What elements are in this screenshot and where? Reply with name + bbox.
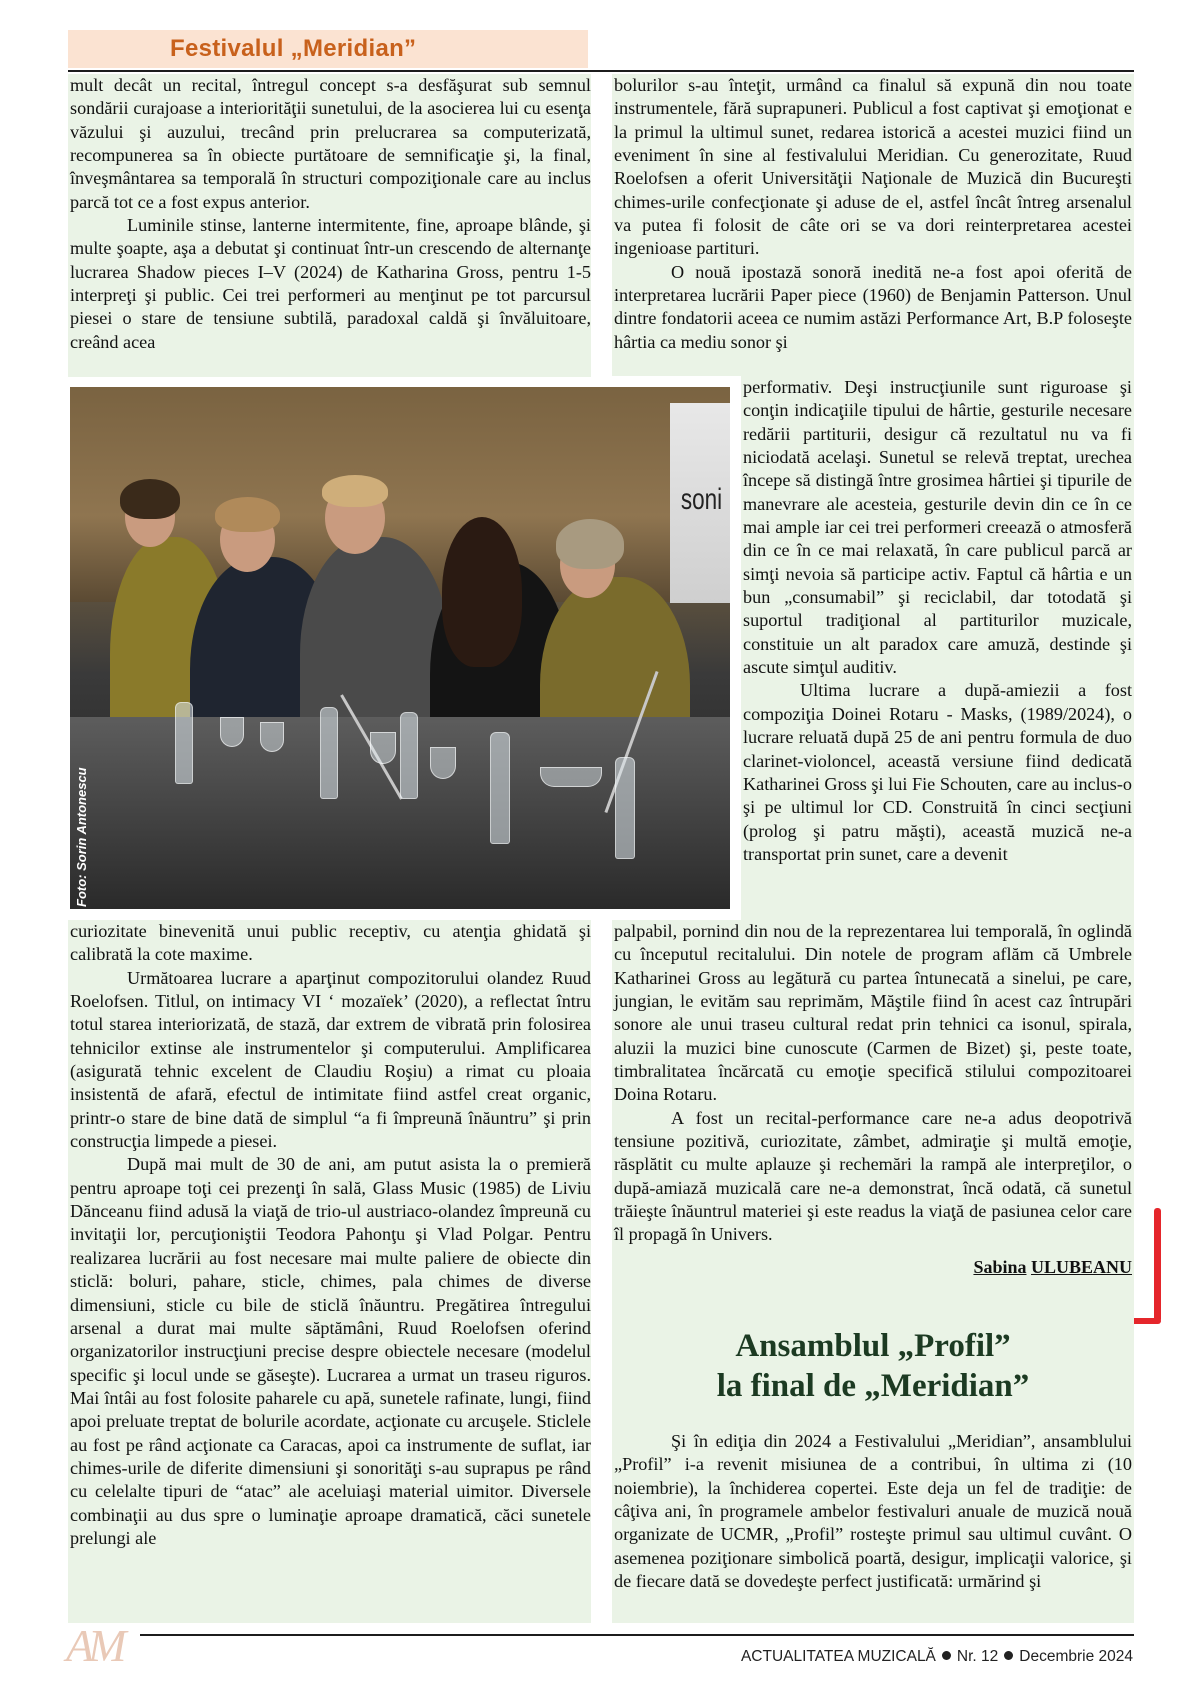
article2-title [614,1326,1132,1406]
photo-credit: Foto: Sorin Antonescu [74,767,89,907]
paragraph: performativ. Deşi instrucţiunile sunt riguroase şi conţin indicaţiile tipului de hârtie, gesturile necesare redării partiturii, desigur că rezultatul nu va fi niciodată acelaşi. Sunetul se relevă treptat, urechea începe să distingă între grosimea hârtiei şi tipurile de manevrare ale acesteia, gesturile devin din ce în ce mai ample iar cei trei performeri creează o atmosferă din ce în ce mai relaxată, în care publicul parcă ar simţi nevoia să participe activ. Faptul că hârtia e un bun „consumabil” şi reciclabil, dar totodată şi suportul tradiţional al partiturilor muzicale, constituie un alt paradox care amuză, destinde şi ascute simţul auditiv. [743,377,1132,678]
paragraph: O nouă ipostază sonoră inedită ne-a fost apoi oferită de interpretarea lucrării Paper piece (1960) de Benjamin Patterson. Unul dintre fondatorii aceea ce numim astăzi Performance Art, B.P foloseşte hârtia ca mediu sonor şi [614,261,1132,352]
bullet-icon [1004,1651,1013,1660]
paragraph: Următoarea lucrare a aparţinut compozitorului olandez Ruud Roelofsen. Titlul, on intimacy VI ‘ mozaïek’ (2020), a reflectat întru totul starea interiorizată, de stază, dar extrem de vibrată prin folosirea tehnicilor extinse ale instrumentelor şi computerului. Amplificarea (asigurată tehnic excelent de Claudiu Roşiu) a rimat cu ploaia insistentă de afară, efectul de intimitate fiind astfel creat organic, printr-o stare de bine dată de simplul “a fi împreună înăuntru” şi prin construcţia limpede a piesei. [70,967,591,1152]
paragraph: Ultima lucrare a după-amiezii a fost compoziţia Doinei Rotaru - Masks, (1989/2024), o lucrare reluată după 25 de ani pentru formula de duo clarinet-violoncel, această versiune fiind dedicată Katharinei Gross şi lui Fie Schouten, care au inclus-o şi pe ultimul lor CD. Construită în cinci secţiuni (prolog şi patru măşti), această muzică ne-a transportat prin sunet, care a devenit [743,680,1132,864]
paragraph: Luminile stinse, lanterne intermitente, fine, aproape blânde, şi multe şoapte, aşa a debutat şi continuat într-un crescendo de alternanţe lucrarea Shadow pieces I–V (2024) de Katharina Gross, pentru 1-5 interpreţi şi public. Cei trei performeri au menţinut pe tot parcursul piesei o stare de tensiune subtilă, paradoxal caldă şi învăluitoare, creând acea [70,215,591,352]
author-signature [614,1256,1132,1279]
publication-name: ACTUALITATEA MUZICALĂ [740,1648,936,1665]
author-first-name: Sabina [973,1256,1027,1277]
paragraph: curiozitate binevenită unui public receptiv, cu atenţia ghidată şi calibrată la cote maxime. [70,921,591,965]
red-annotation-mark [1154,1208,1161,1322]
article-column-left-top [68,74,591,377]
header-divider [68,70,1134,72]
footer-publication-info [741,1648,1133,1666]
section-header [68,30,588,68]
paragraph: După mai mult de 30 de ani, am putut asista la o premieră pentru aproape toţi cei prezenţi în sală, Glass Music (1985) de Liviu Dănceanu fiind adusă la viaţă de trio-ul austriaco-olandez împreună cu invitaţii lor, percuţioniştii Teodora Pahonţu şi Vlad Polgar. Pentru realizarea lucrării au fost necesare mai multe paliere de obiecte din sticlă: boluri, pahare, sticle, chimes, pala chimes de diverse dimensiuni, sticle cu bile de sticlă înăuntru. Pregătirea întregului arsenal a durat mai multe săptămâni, Ruud Roelofsen oferind organizatorilor instrucţiuni precise despre obiectele necesare (modelul specific şi locul unde se găseşte). Lucrarea a urmat un traseu riguros. Mai întâi au fost folosite paharele cu apă, sunetele rafinate, lungi, fiind apoi preluate treptat de bolurile acordate, acţionate cu arcuşele. Sticlele au fost pe rând acţionate ca Caracas, apoi ca instrumente de suflat, iar chimes-urile de diferite dimensiuni şi sonorităţi s-au suprapus pe rând cu celelalte tipuri de “atac” ale aceluiaşi material uimitor. Diversele combinaţii au dus spre o luminaţie aproape dramatică, căci sunetele prelungi ale [70,1154,591,1548]
paragraph: palpabil, pornind din nou de la reprezentarea lui temporală, în oglindă cu începutul recitalului. Din notele de program aflăm că Umbrele Katharinei Gross au legătură cu partea întunecată a sinelui, pe care, jungian, le evităm sau reprimăm, Măştile fiind în acest caz întrupări sonore ale unui traseu cultural redat prin tehnici ca isonul, spirala, aluzii la muzici bine cunoscute (Carmen de Bizet) şi, peste toate, timbralitatea încărcată cu emoţie specifică stilului compozitoarei Doina Rotaru. [614,921,1132,1105]
article-column-right-middle [741,376,1134,920]
banner-text: soni [680,483,723,516]
author-last-name: ULUBEANU [1030,1256,1132,1277]
article-column-right-bottom [612,920,1134,1304]
section-title: Festivalul „Meridian” [170,35,417,62]
paragraph: mult decât un recital, întregul concept s-a desfăşurat sub semnul sondării curajoase a interiorităţii sunetului, de la asocierea lui cu esenţa văzului şi auzului, trecând prin prelucrarea sa computerizată, recompunerea sa în obiecte purtătoare de semnificaţie şi, la final, înveşmântarea sa temporală în structuri compoziţionale care au inclus parcă tot ce a fost expus anterior. [70,75,591,212]
paragraph: bolurilor s-au înteţit, urmând ca finalul să expună din nou toate instrumentele, fără suprapuneri. Publicul a fost captivat şi emoţionat e la primul la ultimul sunet, redarea istorică a acestei muzici fiind un eveniment în sine al festivalului Meridian. Cu generozitate, Ruud Roelofsen a oferit Universităţii Naţionale de Muzică din Bucureşti chimes-urile confecţionate şi aduse de el, astfel încât întreg arsenalul va putea fi folosit de câte ori se va dori reinterpretarea acestei ingenioase partituri. [614,75,1132,259]
issue-date: Decembrie 2024 [1019,1648,1133,1665]
article2-title-line1: Ansamblul „Profil” [735,1328,1011,1364]
footer-divider [140,1634,1134,1636]
magazine-logo: AM [66,1620,121,1671]
paragraph: A fost un recital-performance care ne-a adus deopotrivă tensiune pozitivă, curiozitate, zâmbet, admiraţie şi multă emoţie, răsplătit cu multe aplauze şi rechemări la rampă ale interpreţilor, o după-amiază muzicală care ne-a demonstrat, încă odată, că sunetul trăieşte înăuntrul materiei şi este readus la viaţă de pasiunea celor care îl propagă în Univers. [614,1107,1132,1245]
paragraph: Şi în ediţia din 2024 a Festivalului „Meridian”, ansamblului „Profil” i-a revenit misiunea de a contribui, în ultima zi (10 noiembrie), la închiderea copertei. Este deja un fel de tradiţie: de câţiva ani, în programele ambelor festivaluri anuale de muzică nouă organizate de UCMR, „Profil” rosteşte primul sau ultimul cuvânt. O asemenea poziţionare simbolică poartă, desigur, implicaţii valorice, şi de fiecare dată se dovedeşte perfect justificată: urmărind şi [614,1431,1132,1592]
article2-column [612,1304,1134,1623]
concert-photo [70,387,730,909]
issue-number: Nr. 12 [956,1648,999,1665]
bullet-icon [942,1651,951,1660]
article-column-left-bottom [68,920,591,1623]
article-column-right-top [612,74,1134,376]
article2-title-line2: la final de „Meridian” [716,1368,1030,1404]
